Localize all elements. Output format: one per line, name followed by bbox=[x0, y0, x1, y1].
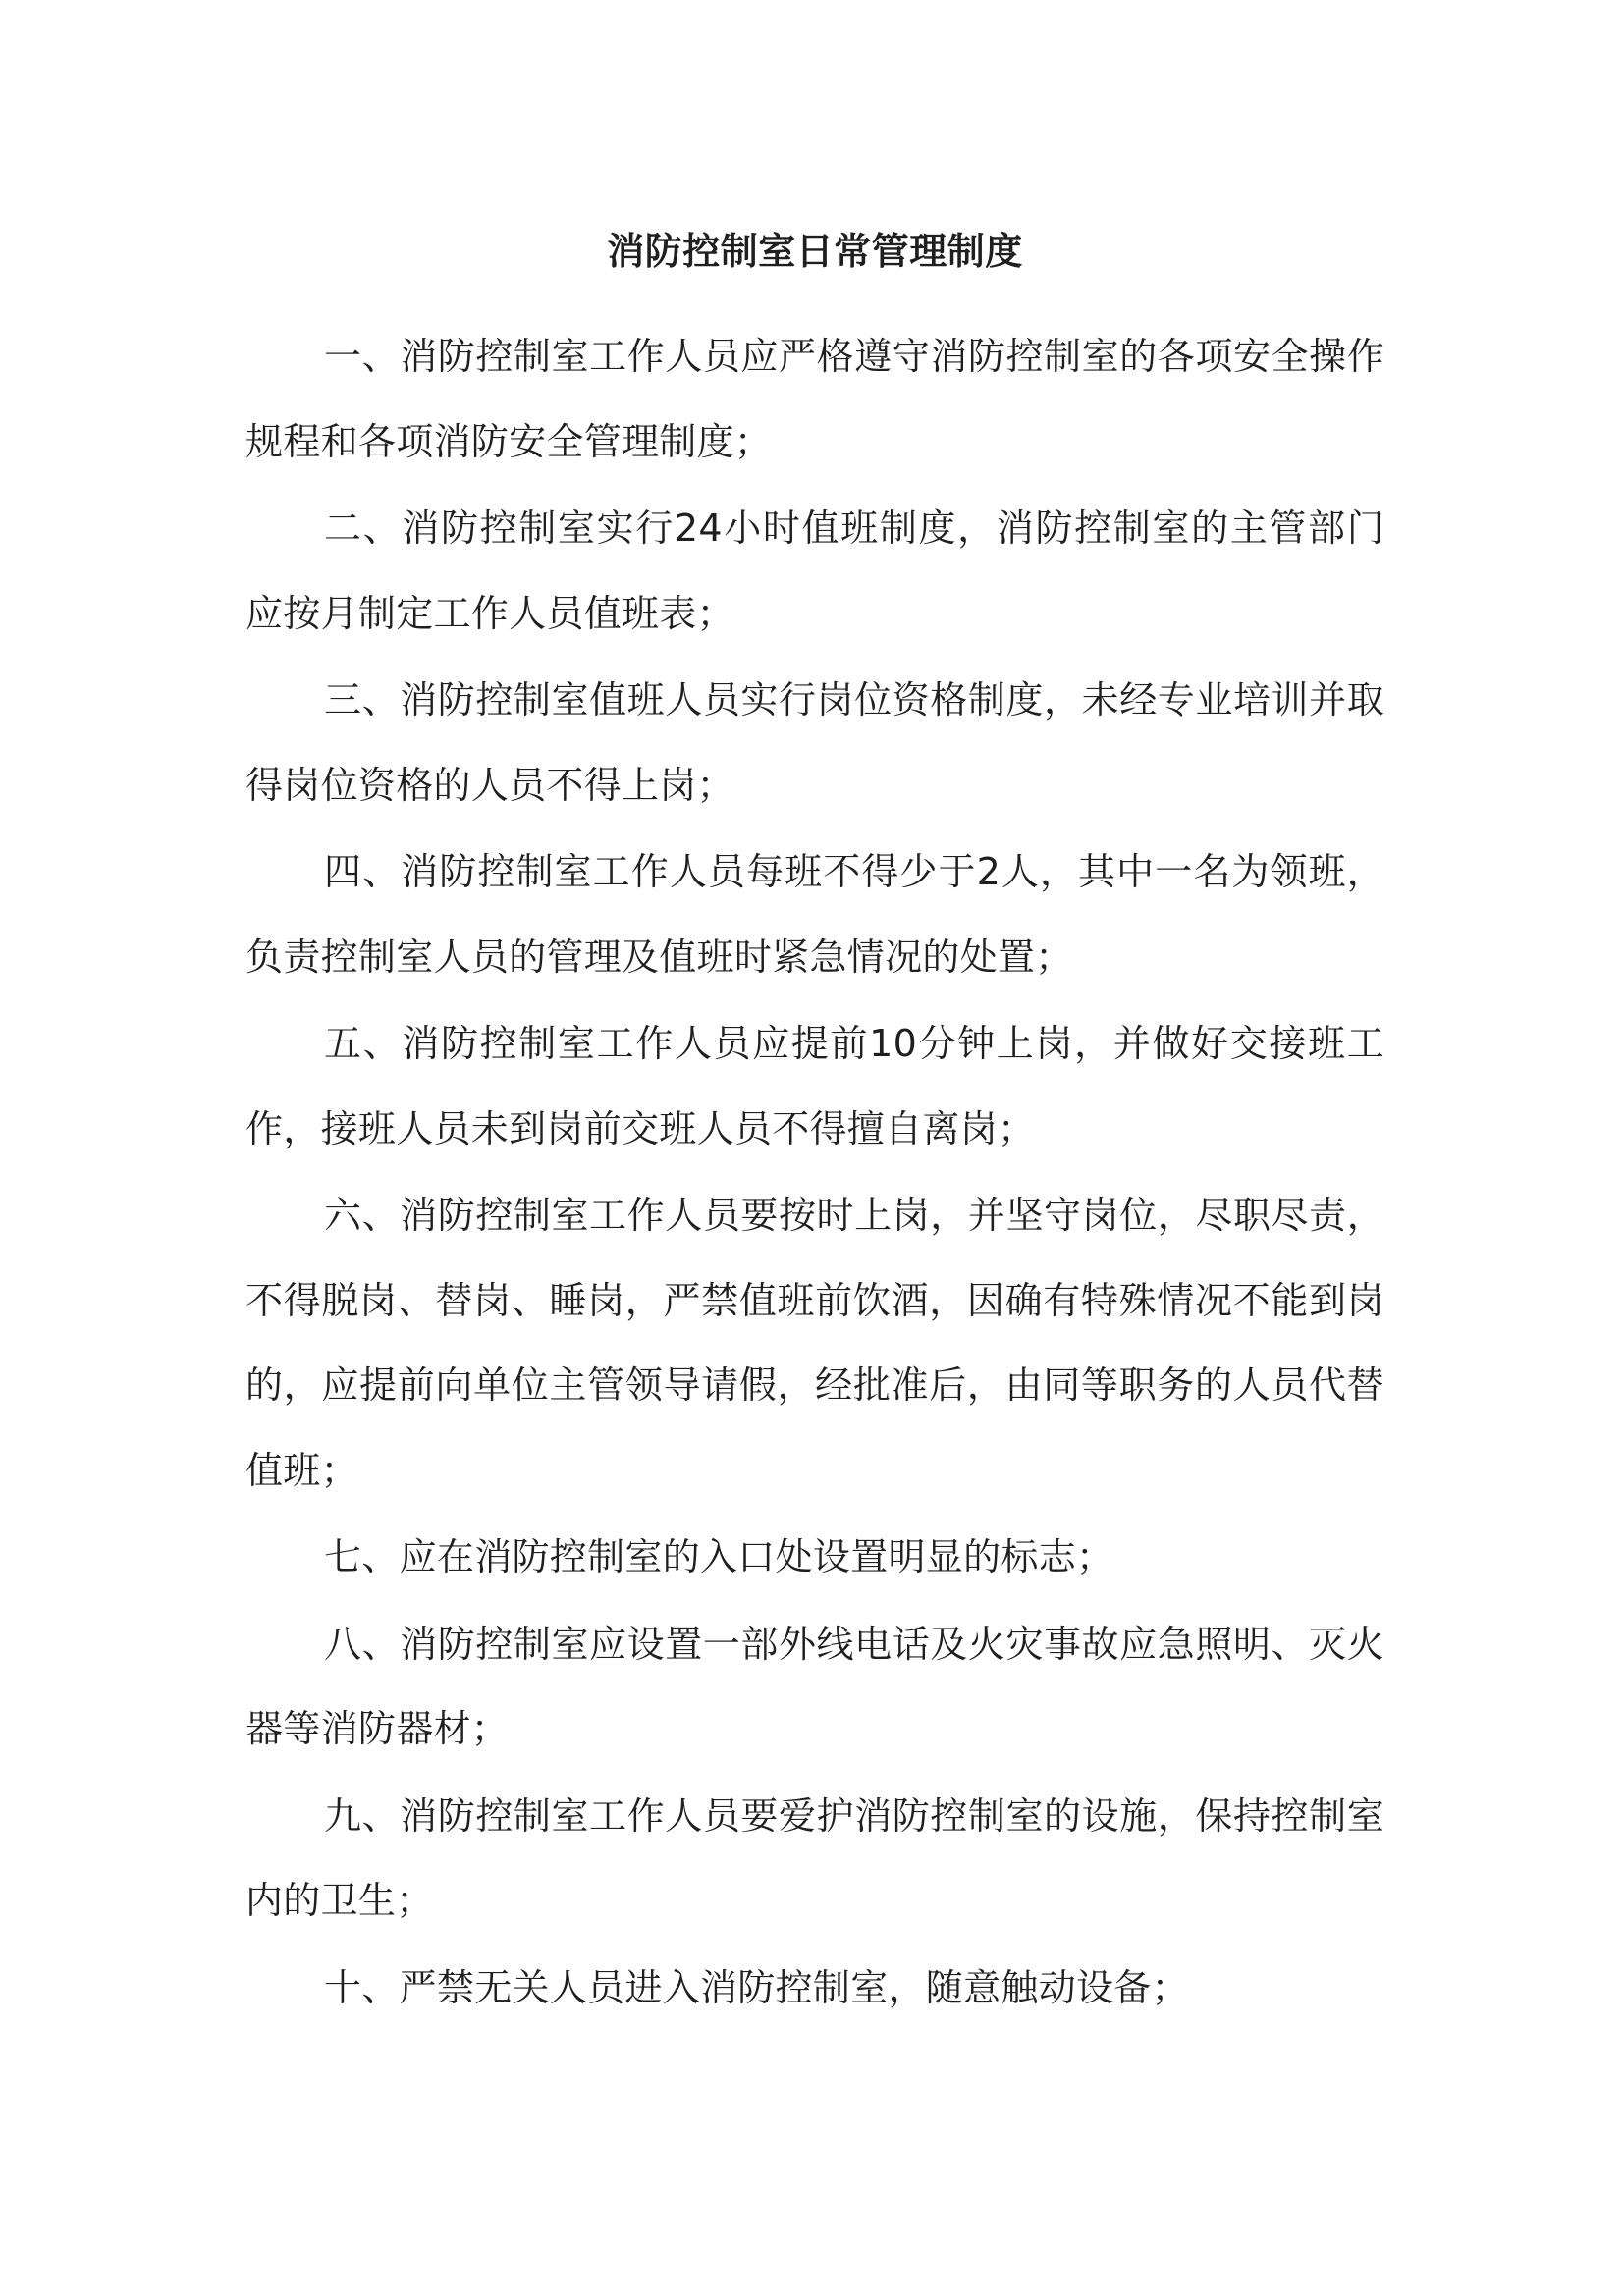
clause-1: 一、消防控制室工作人员应严格遵守消防控制室的各项安全操作规程和各项消防安全管理制度； bbox=[245, 335, 1384, 463]
clause-5: 五、消防控制室工作人员应提前10分钟上岗，并做好交接班工作，接班人员未到岗前交班人员不得擅自离岗； bbox=[245, 1022, 1384, 1150]
clause-3: 三、消防控制室值班人员实行岗位资格制度，未经专业培训并取得岗位资格的人员不得上岗； bbox=[245, 678, 1384, 807]
clause-8: 八、消防控制室应设置一部外线电话及火灾事故应急照明、灭火器等消防器材； bbox=[245, 1622, 1384, 1750]
document-title: 消防控制室日常管理制度 bbox=[607, 230, 1023, 273]
clause-7: 七、应在消防控制室的入口处设置明显的标志； bbox=[324, 1535, 1114, 1578]
clause-9: 九、消防控制室工作人员要爱护消防控制室的设施，保持控制室内的卫生； bbox=[245, 1793, 1384, 1922]
clause-2: 二、消防控制室实行24小时值班制度，消防控制室的主管部门应按月制定工作人员值班表； bbox=[245, 507, 1384, 635]
clause-list bbox=[245, 314, 1384, 2032]
clause-10: 十、严禁无关人员进入消防控制室，随意触动设备； bbox=[324, 1965, 1189, 2009]
document-page bbox=[245, 0, 1384, 2296]
clause-4: 四、消防控制室工作人员每班不得少于2人，其中一名为领班，负责控制室人员的管理及值班时紧急情况的处置； bbox=[245, 850, 1384, 979]
clause-6: 六、消防控制室工作人员要按时上岗，并坚守岗位，尽职尽责，不得脱岗、替岗、睡岗，严禁值班前饮酒，因确有特殊情况不能到岗的，应提前向单位主管领导请假，经批准后，由同等职务的人员代替值班； bbox=[245, 1194, 1384, 1492]
